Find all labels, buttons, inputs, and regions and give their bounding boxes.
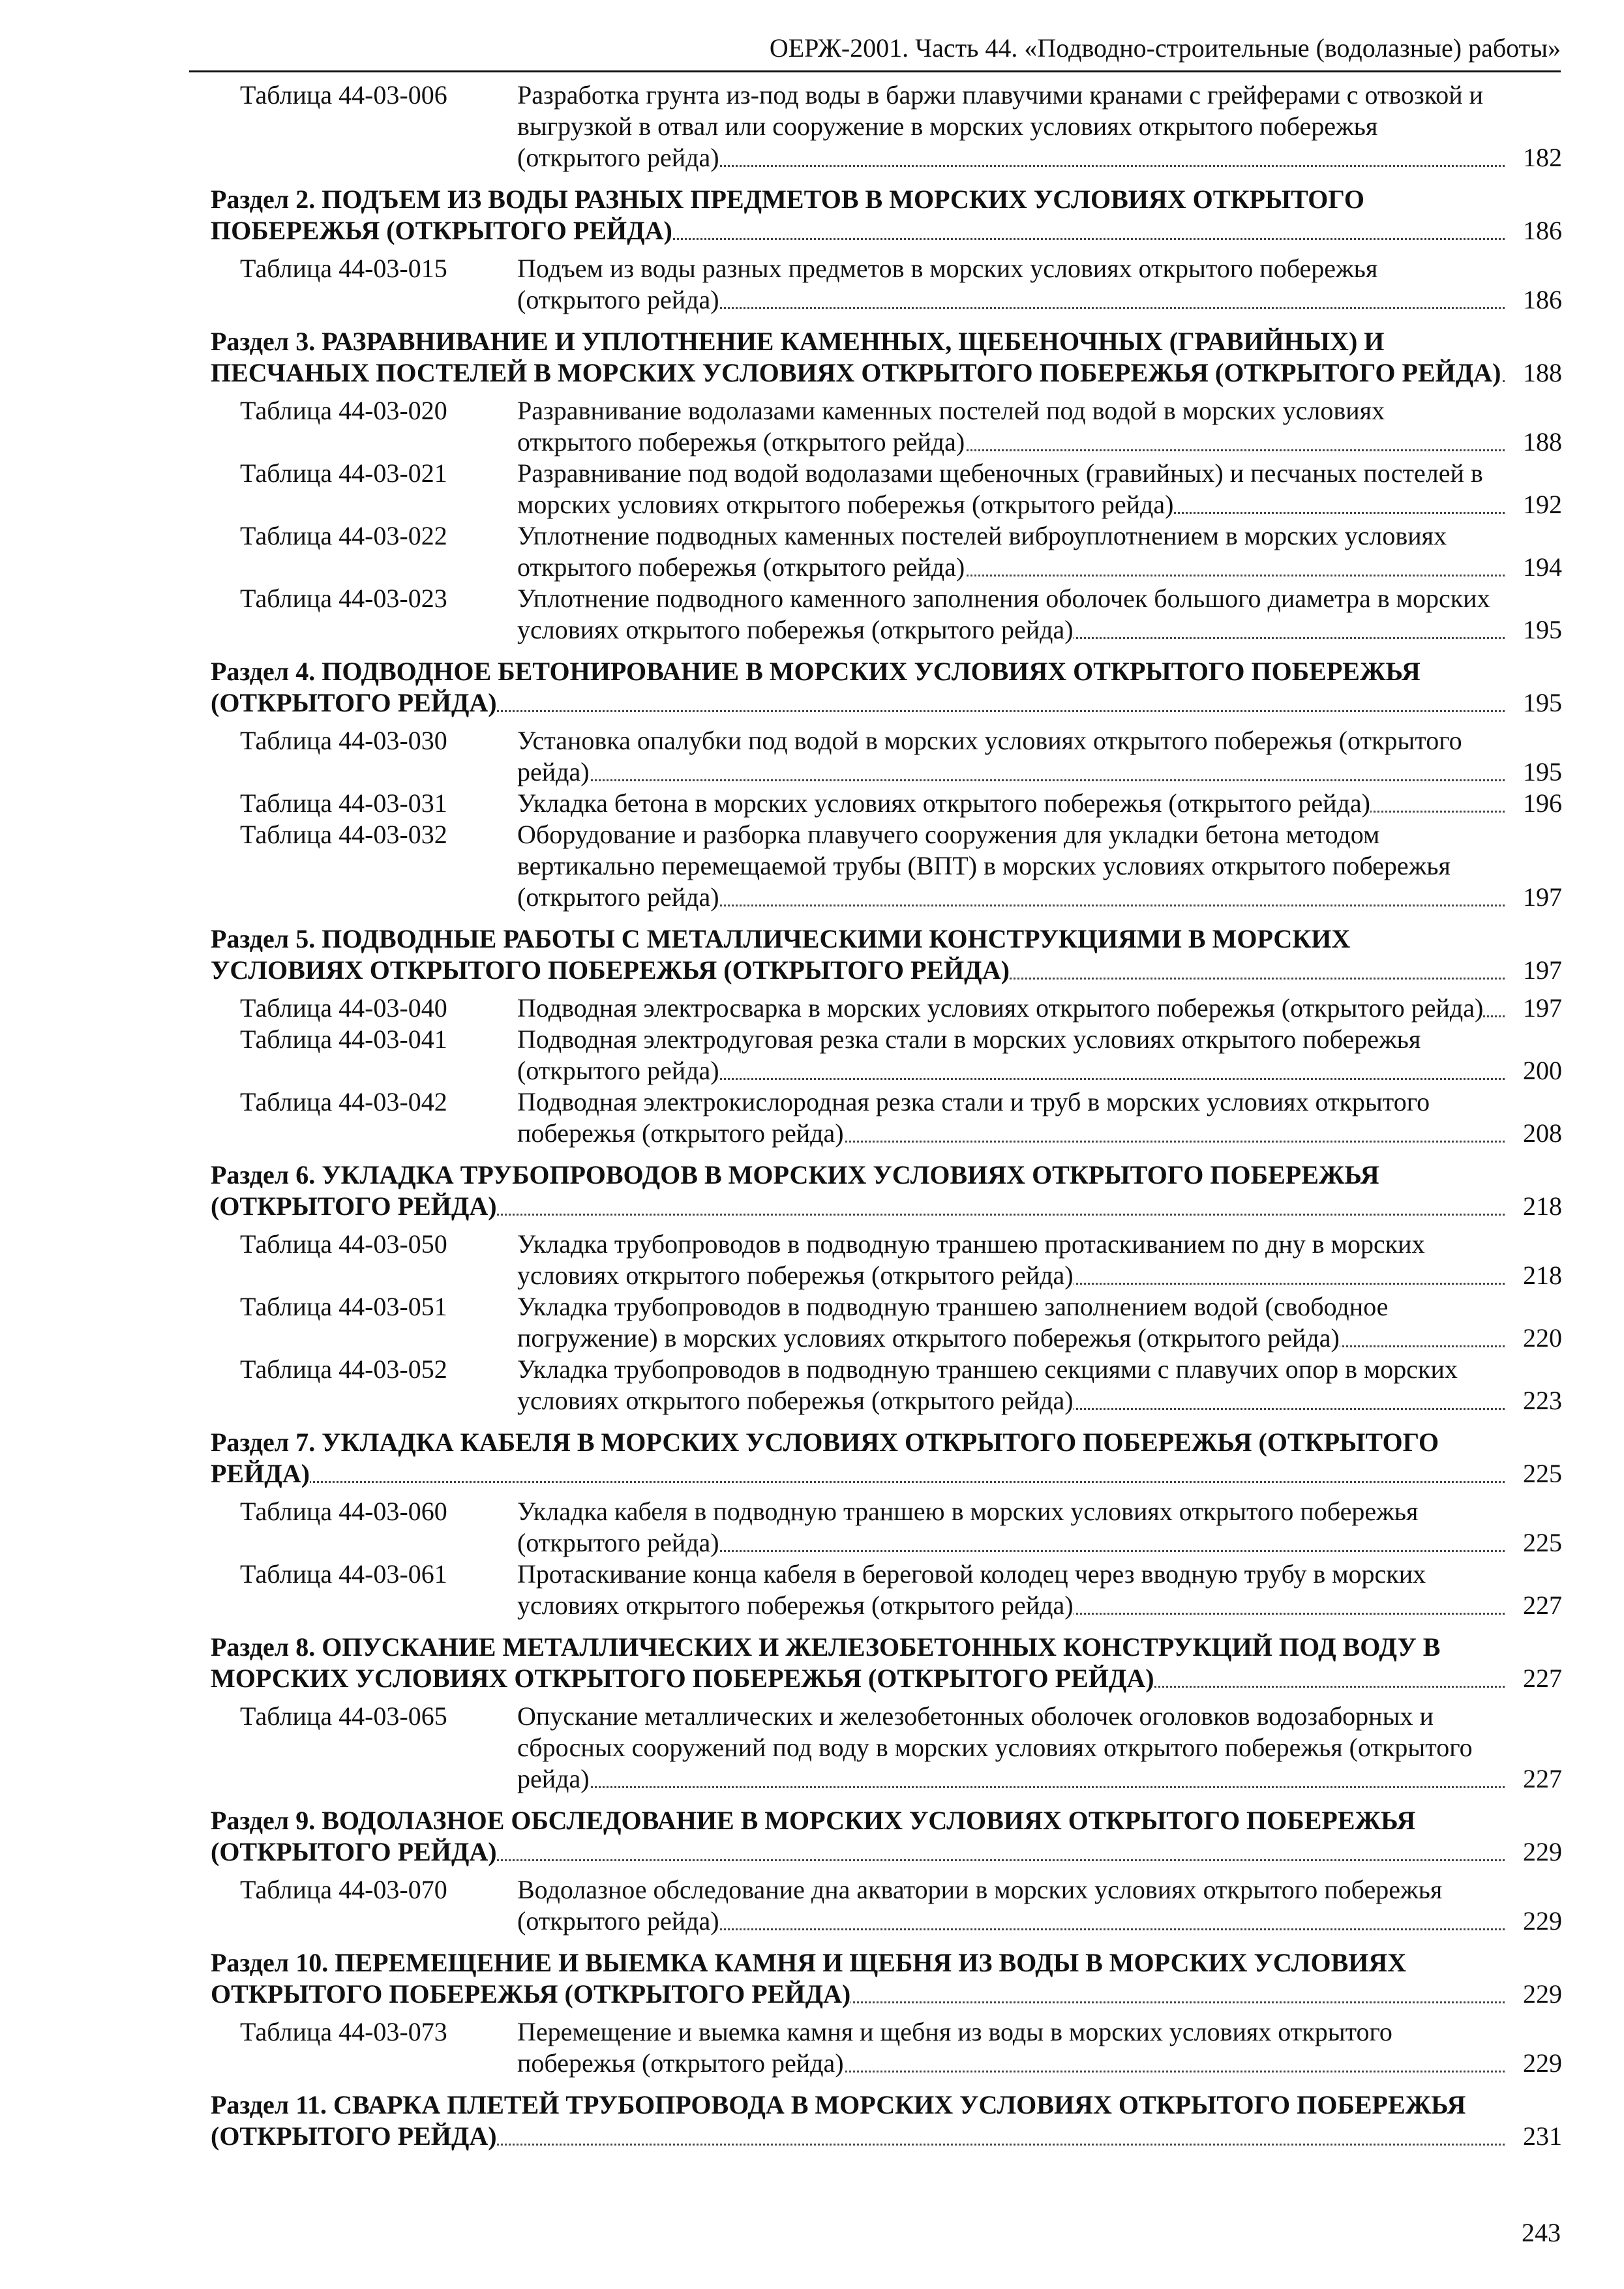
entry-title: Укладка трубопроводов в подводную траншею протаскиванием по дну в морских условиях открытого побережья (открытого рейда) (517, 1229, 1425, 1290)
entry-title: Укладка трубопроводов в подводную траншею секциями с плавучих опор в морских условиях открытого побережья (открытого рейда) (517, 1354, 1458, 1415)
entry-title: Уплотнение подводных каменных постелей виброуплотнением в морских условиях открытого побережья (открытого рейда) (517, 521, 1447, 582)
toc-entry[interactable] (211, 1874, 1562, 1937)
entry-page-number: 227 (1505, 1763, 1562, 1795)
toc-entry[interactable] (211, 788, 1562, 819)
entry-page-number: 225 (1505, 1527, 1562, 1559)
entry-page-number: 188 (1505, 426, 1562, 458)
entry-title: Разработка грунта из-под воды в баржи плавучими кранами с грейферами с отвозкой и выгрузкой в отвал или сооружение в морских условиях открытого побережья (открытого рейда) (517, 80, 1484, 172)
table-of-contents (211, 80, 1562, 2159)
toc-entry[interactable] (211, 725, 1562, 788)
section-page-number: 229 (1505, 1836, 1562, 1868)
toc-section (211, 1947, 1562, 2079)
page-number: 243 (1522, 2218, 1561, 2247)
entry-title: Укладка трубопроводов в подводную траншею заполнением водой (свободное погружение) в морских условиях открытого побережья (открытого рейда) (517, 1292, 1389, 1353)
toc-entry[interactable] (211, 2016, 1562, 2079)
toc-section (211, 656, 1562, 913)
table-code: Таблица 44-03-061 (240, 1559, 447, 1589)
toc-entry[interactable] (211, 1086, 1562, 1149)
entry-page-number: 195 (1505, 614, 1562, 646)
section-number: Раздел 7. (211, 1428, 316, 1457)
toc-section (211, 1805, 1562, 1937)
section-page-number: 195 (1505, 687, 1562, 719)
table-code: Таблица 44-03-032 (240, 820, 447, 849)
entry-title: Подводная электрокислородная резка стали и труб в морских условиях открытого побережья (открытого рейда) (517, 1087, 1430, 1148)
entry-page-number: 218 (1505, 1260, 1562, 1291)
page-header (189, 33, 1561, 72)
entry-page-number: 229 (1505, 1906, 1562, 1937)
section-heading[interactable] (211, 184, 1562, 247)
toc-entry[interactable] (211, 1354, 1562, 1416)
section-number: Раздел 11. (211, 2090, 327, 2119)
section-title: ПОДВОДНОЕ БЕТОНИРОВАНИЕ В МОРСКИХ УСЛОВИЯХ ОТКРЫТОГО ПОБЕРЕЖЬЯ (ОТКРЫТОГО РЕЙДА) (211, 657, 1421, 717)
section-page-number: 186 (1505, 215, 1562, 247)
entry-page-number: 196 (1505, 788, 1562, 819)
section-heading[interactable] (211, 656, 1562, 719)
section-number: Раздел 4. (211, 657, 316, 686)
dot-leader (211, 1481, 1505, 1483)
section-number: Раздел 8. (211, 1632, 316, 1662)
entry-title: Разравнивание водолазами каменных постелей под водой в морских условиях открытого побережья (открытого рейда) (517, 396, 1385, 456)
entry-title: Уплотнение подводного каменного заполнения оболочек большого диаметра в морских условиях открытого побережья (открытого рейда) (517, 584, 1490, 644)
toc-entry[interactable] (211, 395, 1562, 458)
table-code: Таблица 44-03-050 (240, 1229, 447, 1259)
toc-entry[interactable] (211, 520, 1562, 583)
document-title: ОЕРЖ-2001. Часть 44. «Подводно-строительные (водолазные) работы» (769, 33, 1561, 63)
section-title: СВАРКА ПЛЕТЕЙ ТРУБОПРОВОДА В МОРСКИХ УСЛОВИЯХ ОТКРЫТОГО ПОБЕРЕЖЬЯ (ОТКРЫТОГО РЕЙДА) (211, 2090, 1466, 2151)
entry-title: Разравнивание под водой водолазами щебеночных (гравийных) и песчаных постелей в морских условиях открытого побережья (открытого рейда) (517, 458, 1483, 519)
entry-title: Подводная электродуговая резка стали в морских условиях открытого побережья (открытого рейда) (517, 1025, 1421, 1085)
section-number: Раздел 6. (211, 1160, 316, 1189)
entry-page-number: 220 (1505, 1323, 1562, 1354)
section-number: Раздел 9. (211, 1806, 316, 1835)
entry-page-number: 227 (1505, 1590, 1562, 1621)
toc-entry[interactable] (211, 1024, 1562, 1086)
entry-page-number: 194 (1505, 552, 1562, 583)
section-page-number: 218 (1505, 1191, 1562, 1222)
toc-entry[interactable] (211, 80, 1562, 173)
table-code: Таблица 44-03-042 (240, 1087, 447, 1116)
table-code: Таблица 44-03-031 (240, 788, 447, 818)
section-title: УКЛАДКА ТРУБОПРОВОДОВ В МОРСКИХ УСЛОВИЯХ ОТКРЫТОГО ПОБЕРЕЖЬЯ (ОТКРЫТОГО РЕЙДА) (211, 1160, 1379, 1221)
section-page-number: 231 (1505, 2121, 1562, 2152)
entry-title: Укладка бетона в морских условиях открытого побережья (открытого рейда) (517, 788, 1370, 818)
table-code: Таблица 44-03-041 (240, 1025, 447, 1054)
entry-page-number: 197 (1505, 993, 1562, 1024)
table-code: Таблица 44-03-022 (240, 521, 447, 550)
section-title: ОПУСКАНИЕ МЕТАЛЛИЧЕСКИХ И ЖЕЛЕЗОБЕТОННЫХ КОНСТРУКЦИЙ ПОД ВОДУ В МОРСКИХ УСЛОВИЯХ ОТКРЫТОГО ПОБЕРЕЖЬЯ (ОТКРЫТОГО РЕЙДА) (211, 1632, 1441, 1693)
toc-section (211, 1632, 1562, 1795)
section-heading[interactable] (211, 1947, 1562, 2010)
entry-title: Протаскивание конца кабеля в береговой колодец через вводную трубу в морских условиях открытого побережья (открытого рейда) (517, 1559, 1426, 1620)
section-number: Раздел 2. (211, 185, 316, 214)
toc-section (211, 923, 1562, 1149)
entry-title: Перемещение и выемка камня и щебня из воды в морских условиях открытого побережья (открытого рейда) (517, 2017, 1392, 2078)
table-code: Таблица 44-03-023 (240, 584, 447, 613)
entry-title: Оборудование и разборка плавучего сооружения для укладки бетона методом вертикально перемещаемой трубы (ВПТ) в морских условиях открытого побережья (открытого рейда) (517, 820, 1451, 912)
entry-page-number: 200 (1505, 1055, 1562, 1086)
toc-entry[interactable] (211, 583, 1562, 646)
table-code: Таблица 44-03-051 (240, 1292, 447, 1321)
section-title: ПЕРЕМЕЩЕНИЕ И ВЫЕМКА КАМНЯ И ЩЕБНЯ ИЗ ВОДЫ В МОРСКИХ УСЛОВИЯХ ОТКРЫТОГО ПОБЕРЕЖЬЯ (ОТКРЫТОГО РЕЙДА) (211, 1948, 1407, 2009)
entry-page-number: 229 (1505, 2048, 1562, 2079)
section-number: Раздел 3. (211, 327, 316, 356)
table-code: Таблица 44-03-070 (240, 1875, 447, 1904)
table-code: Таблица 44-03-030 (240, 726, 447, 755)
toc-entry[interactable] (211, 819, 1562, 913)
entry-page-number: 182 (1505, 142, 1562, 173)
section-number: Раздел 5. (211, 924, 316, 953)
entry-page-number: 197 (1505, 882, 1562, 913)
entry-title: Установка опалубки под водой в морских условиях открытого побережья (открытого рейда) (517, 726, 1462, 786)
entry-page-number: 223 (1505, 1385, 1562, 1416)
section-heading[interactable] (211, 1805, 1562, 1868)
section-title: УКЛАДКА КАБЕЛЯ В МОРСКИХ УСЛОВИЯХ ОТКРЫТОГО ПОБЕРЕЖЬЯ (ОТКРЫТОГО РЕЙДА) (211, 1428, 1439, 1488)
section-number: Раздел 10. (211, 1948, 329, 1977)
table-code: Таблица 44-03-020 (240, 396, 447, 425)
entry-page-number: 195 (1505, 756, 1562, 788)
section-title: ПОДЪЕМ ИЗ ВОДЫ РАЗНЫХ ПРЕДМЕТОВ В МОРСКИХ УСЛОВИЯХ ОТКРЫТОГО ПОБЕРЕЖЬЯ (ОТКРЫТОГО РЕЙДА) (211, 185, 1364, 245)
entry-title: Подводная электросварка в морских условиях открытого побережья (открытого рейда) (517, 993, 1484, 1023)
section-title: РАЗРАВНИВАНИЕ И УПЛОТНЕНИЕ КАМЕННЫХ, ЩЕБЕНОЧНЫХ (ГРАВИЙНЫХ) И ПЕСЧАНЫХ ПОСТЕЛЕЙ В МОРСКИХ УСЛОВИЯХ ОТКРЫТОГО ПОБЕРЕЖЬЯ (ОТКРЫТОГО РЕЙДА) (211, 327, 1501, 387)
toc-entry[interactable] (211, 1559, 1562, 1621)
toc-section (211, 184, 1562, 316)
entry-title: Укладка кабеля в подводную траншею в морских условиях открытого побережья (открытого рейда) (517, 1497, 1419, 1557)
table-code: Таблица 44-03-021 (240, 458, 447, 488)
table-code: Таблица 44-03-060 (240, 1497, 447, 1526)
section-heading[interactable] (211, 1159, 1562, 1222)
table-code: Таблица 44-03-040 (240, 993, 447, 1023)
section-heading[interactable] (211, 1427, 1562, 1489)
section-page-number: 188 (1505, 357, 1562, 389)
table-code: Таблица 44-03-052 (240, 1354, 447, 1384)
toc-entry[interactable] (211, 458, 1562, 520)
entry-title: Водолазное обследование дна акватории в морских условиях открытого побережья (открытого рейда) (517, 1875, 1443, 1936)
entry-page-number: 192 (1505, 489, 1562, 520)
table-code: Таблица 44-03-065 (240, 1701, 447, 1731)
toc-entry[interactable] (211, 993, 1562, 1024)
section-heading[interactable] (211, 923, 1562, 986)
section-page-number: 229 (1505, 1979, 1562, 2010)
toc-entry[interactable] (211, 1229, 1562, 1291)
toc-section (211, 1427, 1562, 1621)
toc-section (211, 2089, 1562, 2152)
entry-page-number: 208 (1505, 1118, 1562, 1149)
section-page-number: 197 (1505, 955, 1562, 986)
toc-section (211, 1159, 1562, 1416)
section-page-number: 225 (1505, 1458, 1562, 1489)
section-page-number: 227 (1505, 1663, 1562, 1694)
section-title: ПОДВОДНЫЕ РАБОТЫ С МЕТАЛЛИЧЕСКИМИ КОНСТРУКЦИЯМИ В МОРСКИХ УСЛОВИЯХ ОТКРЫТОГО ПОБЕРЕЖЬЯ (ОТКРЫТОГО РЕЙДА) (211, 924, 1351, 985)
table-code: Таблица 44-03-006 (240, 80, 447, 110)
section-heading[interactable] (211, 326, 1562, 389)
toc-entry[interactable] (211, 1701, 1562, 1795)
entry-page-number: 186 (1505, 284, 1562, 316)
toc-entry[interactable] (211, 1291, 1562, 1354)
section-heading[interactable] (211, 1632, 1562, 1694)
toc-entry[interactable] (211, 1496, 1562, 1559)
entry-title: Опускание металлических и железобетонных оболочек оголовков водозаборных и сбросных сооружений под воду в морских условиях открытого побережья (открытого рейда) (517, 1701, 1473, 1793)
toc-entry[interactable] (211, 253, 1562, 316)
section-heading[interactable] (211, 2089, 1562, 2152)
entry-title: Подъем из воды разных предметов в морских условиях открытого побережья (открытого рейда) (517, 254, 1378, 314)
table-code: Таблица 44-03-073 (240, 2017, 447, 2046)
toc-section (211, 326, 1562, 646)
table-code: Таблица 44-03-015 (240, 254, 447, 283)
section-title: ВОДОЛАЗНОЕ ОБСЛЕДОВАНИЕ В МОРСКИХ УСЛОВИЯХ ОТКРЫТОГО ПОБЕРЕЖЬЯ (ОТКРЫТОГО РЕЙДА) (211, 1806, 1416, 1866)
